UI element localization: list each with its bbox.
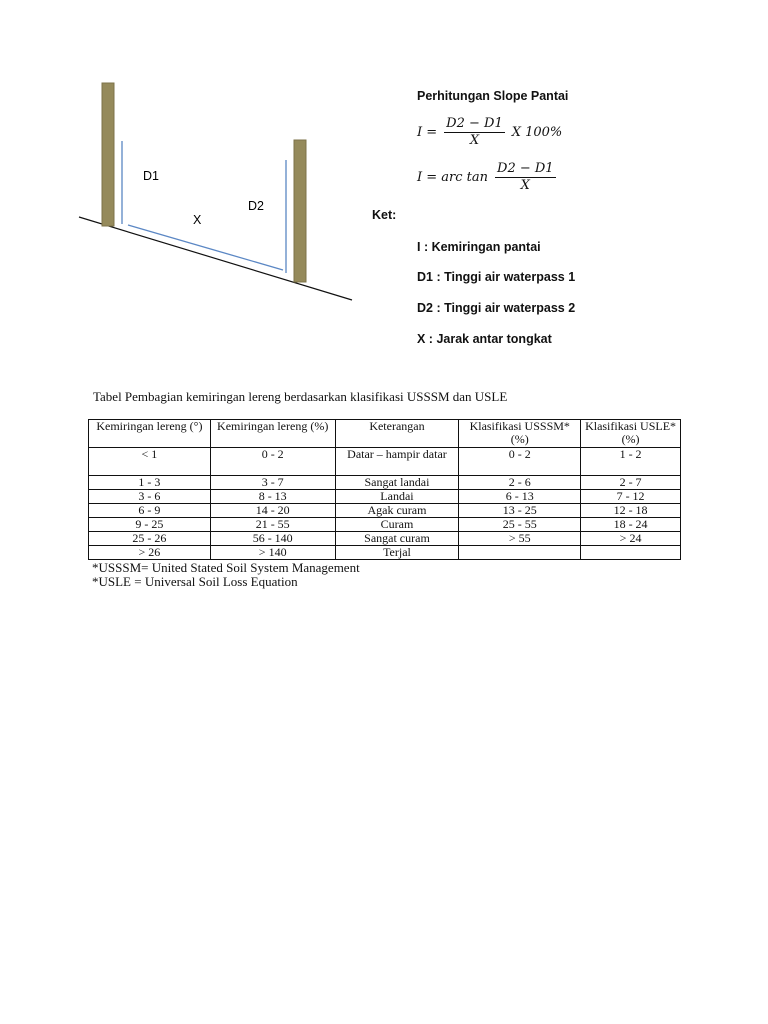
table-cell: Agak curam xyxy=(335,504,459,518)
table-cell: < 1 xyxy=(89,448,211,476)
d2-label: D2 xyxy=(248,199,264,213)
table-cell: Sangat landai xyxy=(335,476,459,490)
table-cell: 3 - 6 xyxy=(89,490,211,504)
table-cell: 1 - 2 xyxy=(581,448,681,476)
slope-diagram xyxy=(0,0,400,320)
table-cell: 2 - 6 xyxy=(459,476,581,490)
table-cell xyxy=(459,546,581,560)
table-cell: 0 - 2 xyxy=(210,448,335,476)
table-cell: 9 - 25 xyxy=(89,518,211,532)
table-row xyxy=(89,532,681,546)
table-cell: 8 - 13 xyxy=(210,490,335,504)
table-cell: 2 - 7 xyxy=(581,476,681,490)
formula-1-fraction xyxy=(444,116,505,149)
formula-1-numerator: D2 − D1 xyxy=(446,116,503,131)
formula-arctan xyxy=(417,161,559,194)
x-label: X xyxy=(193,213,202,227)
formula-2-numerator: D2 − D1 xyxy=(497,161,554,176)
table-caption: Tabel Pembagian kemiringan lereng berdasarkan klasifikasi USSSM dan USLE xyxy=(93,389,508,404)
x-distance-line xyxy=(128,225,283,270)
legend-item-d2: D2 : Tinggi air waterpass 2 xyxy=(417,301,576,315)
table-cell xyxy=(581,546,681,560)
table-cell: > 26 xyxy=(89,546,211,560)
table-cell: 6 - 9 xyxy=(89,504,211,518)
table-cell: 12 - 18 xyxy=(581,504,681,518)
formula-percent xyxy=(417,116,562,149)
formula-1-tail: X 100% xyxy=(511,125,563,140)
table-cell: 14 - 20 xyxy=(210,504,335,518)
formula-1-denominator: X xyxy=(469,133,480,148)
table-cell: > 140 xyxy=(210,546,335,560)
table-row xyxy=(89,448,681,476)
header-description: Keterangan xyxy=(335,420,459,448)
table-row xyxy=(89,504,681,518)
table-cell: 18 - 24 xyxy=(581,518,681,532)
table-cell: Curam xyxy=(335,518,459,532)
table-cell: 6 - 13 xyxy=(459,490,581,504)
formula-2-denominator: X xyxy=(520,178,530,193)
header-slope-percent: Kemiringan lereng (%) xyxy=(210,420,335,448)
table-row xyxy=(89,518,681,532)
table-cell: 0 - 2 xyxy=(459,448,581,476)
legend-item-d1: D1 : Tinggi air waterpass 1 xyxy=(417,270,576,284)
table-row xyxy=(89,476,681,490)
table-cell: Datar – hampir datar xyxy=(335,448,459,476)
header-usssm: Klasifikasi USSSM* (%) xyxy=(459,420,581,448)
pole-1 xyxy=(102,83,114,226)
formula-title: Perhitungan Slope Pantai xyxy=(417,89,569,103)
formula-panel xyxy=(372,86,737,346)
table-cell: 25 - 26 xyxy=(89,532,211,546)
table-header-row xyxy=(89,420,681,448)
table-cell: Landai xyxy=(335,490,459,504)
footnotes xyxy=(92,561,360,589)
table-cell: 25 - 55 xyxy=(459,518,581,532)
table-cell: Terjal xyxy=(335,546,459,560)
table-row xyxy=(89,546,681,560)
footnote-usssm: *USSSM= United Stated Soil System Management xyxy=(92,560,360,575)
table-row xyxy=(89,490,681,504)
ket-label: Ket: xyxy=(372,208,397,222)
legend-item-i: I : Kemiringan pantai xyxy=(417,240,541,254)
table-cell: 56 - 140 xyxy=(210,532,335,546)
header-slope-degree: Kemiringan lereng (°) xyxy=(89,420,211,448)
slope-classification-table xyxy=(88,419,681,560)
ground-slope-line xyxy=(79,217,352,300)
table-cell: 21 - 55 xyxy=(210,518,335,532)
legend-item-x: X : Jarak antar tongkat xyxy=(417,332,552,346)
table-cell: 3 - 7 xyxy=(210,476,335,490)
table-cell: 1 - 3 xyxy=(89,476,211,490)
footnote-usle: *USLE = Universal Soil Loss Equation xyxy=(92,574,298,589)
formula-2-lhs: I = arc tan xyxy=(417,170,489,185)
table-cell: Sangat curam xyxy=(335,532,459,546)
d1-label: D1 xyxy=(143,169,159,183)
pole-2 xyxy=(294,140,306,282)
header-usle: Klasifikasi USLE* (%) xyxy=(581,420,681,448)
table-cell: 13 - 25 xyxy=(459,504,581,518)
table-cell: 7 - 12 xyxy=(581,490,681,504)
table-cell: > 55 xyxy=(459,532,581,546)
formula-1-lhs: I = xyxy=(417,125,438,140)
formula-2-fraction xyxy=(495,161,556,194)
table-cell: > 24 xyxy=(581,532,681,546)
